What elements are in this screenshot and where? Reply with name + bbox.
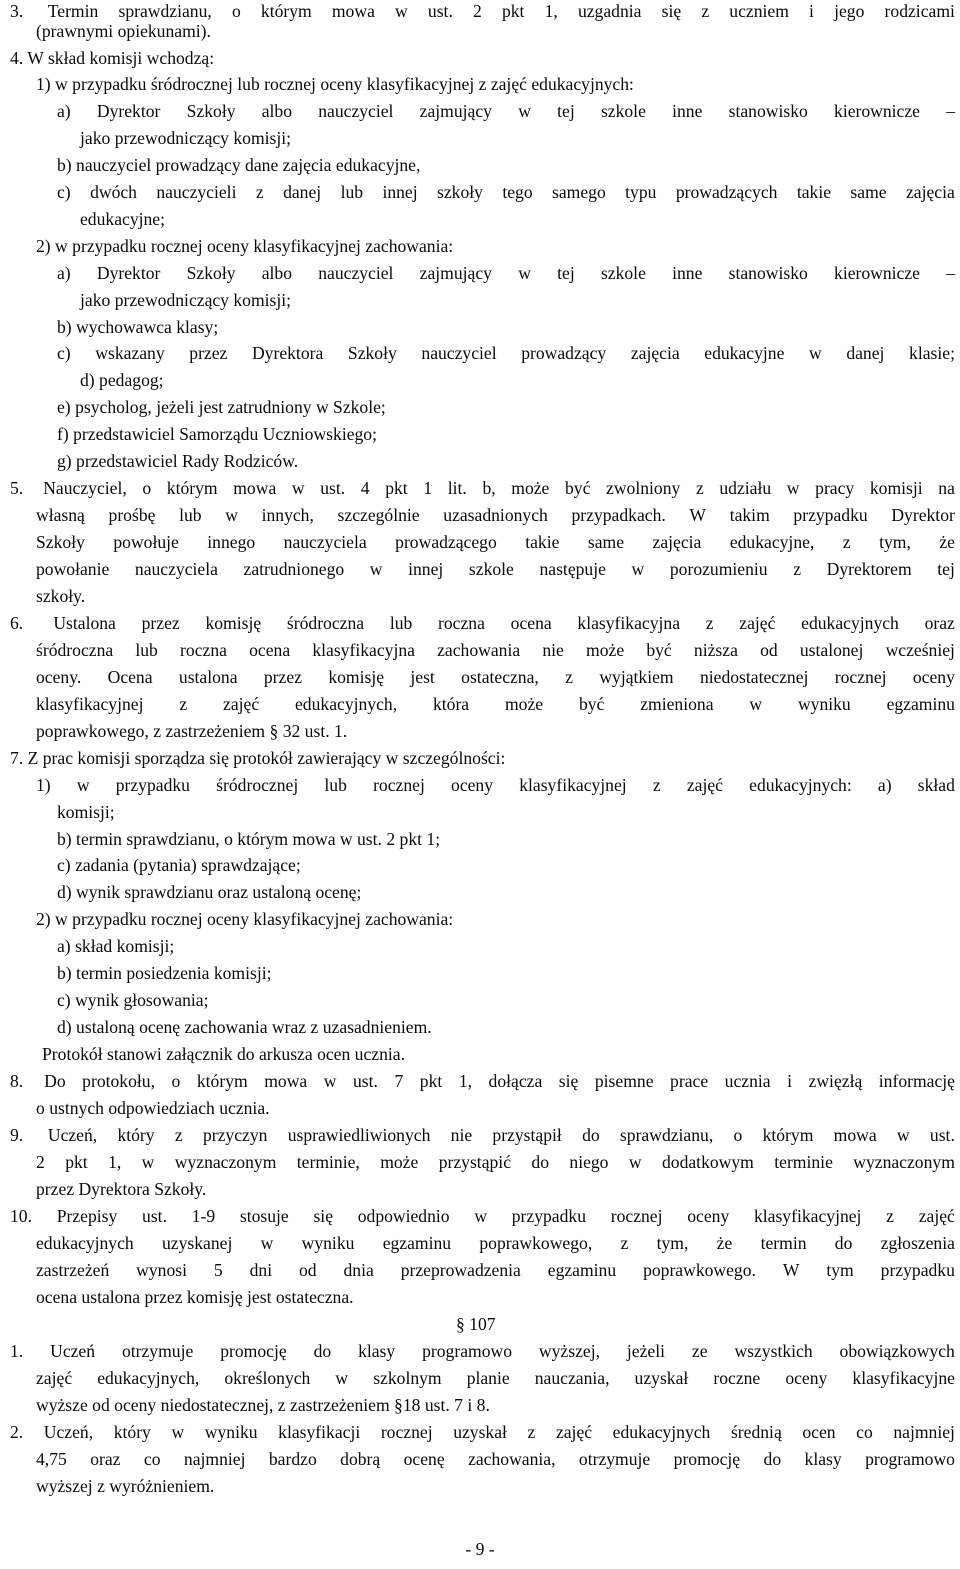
text-line: 4,75 oraz co najmniej bardzo dobrą ocenę zachowania, otrzymuje promocję do klasy programowo [36, 1449, 955, 1469]
text-line: klasyfikacyjnej z zajęć edukacyjnych, która może być zmieniona w wyniku egzaminu [36, 694, 955, 714]
text-line: c) dwóch nauczycieli z danej lub innej szkoły tego samego typu prowadzących takie same zajęcia [57, 182, 955, 202]
text-line: § 107 [456, 1314, 496, 1334]
text-line: 10. Przepisy ust. 1-9 stosuje się odpowiednio w przypadku rocznej oceny klasyfikacyjnej z zajęć [10, 1206, 955, 1226]
text-line: 2) w przypadku rocznej oceny klasyfikacyjnej zachowania: [36, 909, 454, 929]
text-line: Protokół stanowi załącznik do arkusza ocen ucznia. [42, 1044, 405, 1064]
text-line: jako przewodniczący komisji; [80, 128, 292, 148]
text-line: d) ustaloną ocenę zachowania wraz z uzasadnieniem. [57, 1017, 432, 1037]
page-number: - 9 - [465, 1539, 495, 1559]
text-line: przez Dyrektora Szkoły. [36, 1179, 207, 1199]
text-line: 5. Nauczyciel, o którym mowa w ust. 4 pkt 1 lit. b, może być zwolniony z udziału w pracy komisji na [10, 478, 955, 498]
text-line: c) wskazany przez Dyrektora Szkoły nauczyciel prowadzący zajęcia edukacyjne w danej klasie; [57, 343, 955, 363]
text-line: b) termin sprawdzianu, o którym mowa w ust. 2 pkt 1; [57, 829, 441, 849]
text-line: 2. Uczeń, który w wyniku klasyfikacji rocznej uzyskał z zajęć edukacyjnych średnią ocen co najmniej [10, 1422, 955, 1442]
text-line: edukacyjnych uzyskanej w wyniku egzaminu poprawkowego, z tym, że termin do zgłoszenia [36, 1233, 955, 1253]
text-line: własną prośbę lub w innych, szczególnie uzasadnionych przypadkach. W takim przypadku Dyrektor [36, 505, 955, 525]
text-line: wyższe od oceny niedostatecznej, z zastrzeżeniem §18 ust. 7 i 8. [36, 1395, 490, 1415]
text-line: wyższej z wyróżnieniem. [36, 1476, 215, 1496]
text-line: b) wychowawca klasy; [57, 317, 219, 337]
text-line: d) wynik sprawdzianu oraz ustaloną ocenę; [57, 882, 362, 902]
text-line: komisji; [57, 802, 115, 822]
text-line: 2 pkt 1, w wyznaczonym terminie, może przystąpić do niego w dodatkowym terminie wyznaczonym [36, 1152, 955, 1172]
text-line: g) przedstawiciel Rady Rodziców. [57, 451, 299, 471]
text-line: f) przedstawiciel Samorządu Uczniowskiego; [57, 424, 377, 444]
text-line: edukacyjne; [80, 209, 165, 229]
text-line: a) Dyrektor Szkoły albo nauczyciel zajmujący w tej szkole inne stanowisko kierownicze – [57, 263, 955, 283]
text-line: 7. Z prac komisji sporządza się protokół zawierający w szczególności: [10, 748, 506, 768]
text-line: Szkoły powołuje innego nauczyciela prowadzącego takie same zajęcia edukacyjne, z tym, że [36, 532, 955, 552]
text-line: ocena ustalona przez komisję jest ostateczna. [36, 1287, 354, 1307]
text-line: 3. Termin sprawdzianu, o którym mowa w ust. 2 pkt 1, uzgadnia się z uczniem i jego rodzicami [10, 1, 955, 21]
text-line: jako przewodniczący komisji; [80, 290, 292, 310]
text-line: 1. Uczeń otrzymuje promocję do klasy programowo wyższej, jeżeli ze wszystkich obowiązkowych [10, 1341, 955, 1361]
text-line: 4. W skład komisji wchodzą: [10, 48, 215, 68]
text-line: b) nauczyciel prowadzący dane zajęcia edukacyjne, [57, 155, 421, 175]
text-line: c) wynik głosowania; [57, 990, 209, 1010]
text-line: zastrzeżeń wynosi 5 dni od dnia przeprowadzenia egzaminu poprawkowego. W tym przypadku [36, 1260, 955, 1280]
text-line: śródroczna lub roczna ocena klasyfikacyjna zachowania nie może być niższa od ustalonej wcześniej [36, 640, 955, 660]
text-line: powołanie nauczyciela zatrudnionego w innej szkole następuje w porozumieniu z Dyrektorem tej [36, 559, 955, 579]
text-line: b) termin posiedzenia komisji; [57, 963, 272, 983]
text-line: 6. Ustalona przez komisję śródroczna lub roczna ocena klasyfikacyjna z zajęć edukacyjnych oraz [10, 613, 955, 633]
text-line: 1) w przypadku śródrocznej lub rocznej oceny klasyfikacyjnej z zajęć edukacyjnych: a) skład [36, 775, 955, 795]
text-line: 8. Do protokołu, o którym mowa w ust. 7 pkt 1, dołącza się pisemne prace ucznia i zwięzłą informację [10, 1071, 955, 1091]
text-line: d) pedagog; [80, 370, 164, 390]
text-line: zajęć edukacyjnych, określonych w szkolnym planie nauczania, uzyskał roczne oceny klasyfikacyjne [36, 1368, 955, 1388]
text-line: a) Dyrektor Szkoły albo nauczyciel zajmujący w tej szkole inne stanowisko kierownicze – [57, 101, 955, 121]
text-line: a) skład komisji; [57, 936, 175, 956]
text-line: c) zadania (pytania) sprawdzające; [57, 855, 301, 875]
text-line: szkoły. [36, 586, 86, 606]
text-line: oceny. Ocena ustalona przez komisję jest ostateczna, z wyjątkiem niedostatecznej rocznej oceny [36, 667, 955, 687]
text-line: o ustnych odpowiedziach ucznia. [36, 1098, 270, 1118]
text-line: poprawkowego, z zastrzeżeniem § 32 ust. 1. [36, 721, 348, 741]
text-line: e) psycholog, jeżeli jest zatrudniony w Szkole; [57, 397, 386, 417]
text-line: (prawnymi opiekunami). [36, 21, 211, 41]
text-line: 1) w przypadku śródrocznej lub rocznej oceny klasyfikacyjnej z zajęć edukacyjnych: [36, 74, 634, 94]
text-line: 9. Uczeń, który z przyczyn usprawiedliwionych nie przystąpił do sprawdzianu, o którym mowa w ust. [10, 1125, 955, 1145]
text-line: 2) w przypadku rocznej oceny klasyfikacyjnej zachowania: [36, 236, 454, 256]
